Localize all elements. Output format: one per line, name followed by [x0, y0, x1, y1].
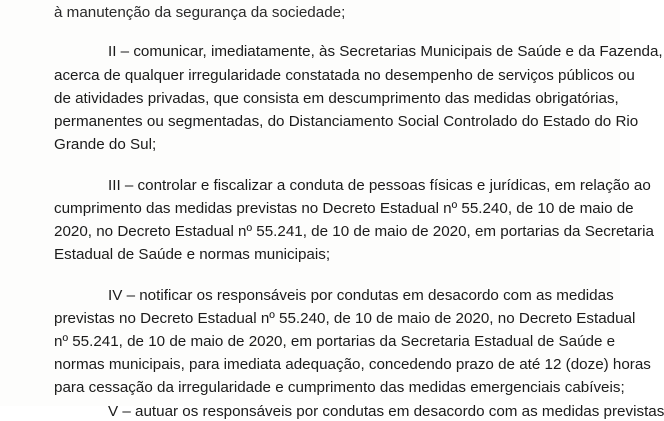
paragraph-fragment-top: à manutenção da segurança da sociedade;: [54, 4, 346, 21]
item-iv-line-4: normas municipais, para imediata adequação, concedendo prazo de até 12 (doze) horas: [54, 356, 651, 373]
item-iv-line-1: IV – notificar os responsáveis por condutas em desacordo com as medidas: [108, 287, 614, 304]
item-ii-line-3: de atividades privadas, que consista em descumprimento das medidas obrigatórias,: [54, 90, 619, 107]
item-ii-line-5: Grande do Sul;: [54, 136, 157, 153]
item-ii-line-1: II – comunicar, imediatamente, às Secretarias Municipais de Saúde e da Fazenda,: [108, 43, 663, 60]
item-iii-line-2: cumprimento das medidas previstas no Decreto Estadual nº 55.240, de 10 de maio de: [54, 200, 634, 217]
item-iv-line-3: nº 55.241, de 10 de maio de 2020, em portarias da Secretaria Estadual de Saúde e: [54, 333, 616, 350]
item-iv-line-5: para cessação da irregularidade e cumprimento das medidas emergenciais cabíveis;: [54, 379, 625, 396]
item-ii-line-2: acerca de qualquer irregularidade constatada no desempenho de serviços públicos ou: [54, 67, 635, 84]
item-iii-line-1: III – controlar e fiscalizar a conduta de pessoas físicas e jurídicas, em relação ao: [108, 177, 651, 194]
item-v-line-1: V – autuar os responsáveis por condutas em desacordo com as medidas previstas: [108, 403, 664, 420]
item-iii-line-4: Estadual de Saúde e normas municipais;: [54, 246, 331, 263]
item-iii-line-3: 2020, no Decreto Estadual nº 55.241, de 10 de maio de 2020, em portarias da Secretaria: [54, 223, 654, 240]
item-iv-line-2: previstas no Decreto Estadual nº 55.240, de 10 de maio de 2020, no Decreto Estadual: [54, 310, 636, 327]
item-ii-line-4: permanentes ou segmentadas, do Distanciamento Social Controlado do Estado do Rio: [54, 113, 639, 130]
